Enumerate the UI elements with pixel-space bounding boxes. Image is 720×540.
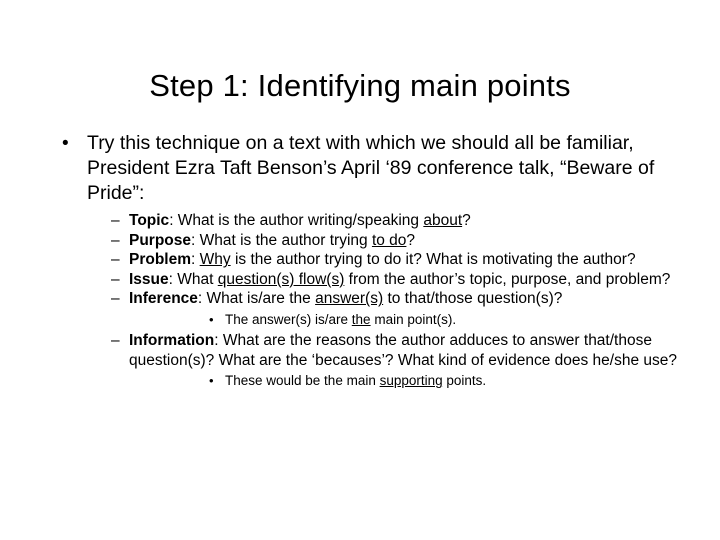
inference-emphasis: answer(s)	[315, 290, 384, 308]
inference-text-before: : What is/are the	[197, 290, 316, 308]
list-item-answer-note	[129, 311, 686, 329]
bullet-list-level1	[46, 131, 686, 390]
dash-bullet-icon: –	[111, 251, 120, 269]
list-item-topic	[87, 211, 686, 231]
dash-bullet-icon: –	[111, 212, 120, 229]
information-text: : What are the reasons the author adduces to answer that/those question(s)? What are the ‘becauses’? What kind of evidence does he/she use?	[129, 331, 677, 369]
bullet-icon: •	[62, 133, 69, 154]
answer-note-after: main point(s).	[370, 311, 457, 327]
issue-emphasis: question(s) flow(s)	[217, 270, 345, 288]
purpose-label: Purpose	[129, 231, 192, 249]
bullet-icon: •	[209, 311, 214, 327]
intro-text: Try this technique on a text with which we should all be familiar, President Ezra Taft Benson’s April ‘89 conference talk, “Beware of Pride”:	[87, 132, 655, 204]
issue-text-after: from the author’s topic, purpose, and problem?	[344, 270, 671, 288]
supporting-note-after: points.	[442, 373, 487, 389]
issue-label: Issue	[129, 270, 169, 288]
slide-body	[46, 131, 686, 392]
list-item-intro	[46, 131, 686, 390]
supporting-note-emphasis: supporting	[379, 373, 443, 389]
topic-text-before: : What is the author writing/speaking	[169, 212, 424, 229]
topic-label: Topic	[129, 212, 170, 229]
dash-bullet-icon: –	[111, 331, 120, 349]
inference-text-after: to that/those question(s)?	[383, 290, 563, 308]
page-title: Step 1: Identifying main points	[149, 68, 571, 103]
problem-emphasis: Why	[199, 251, 231, 269]
dash-bullet-icon: –	[111, 270, 120, 288]
bullet-icon: •	[209, 373, 214, 389]
bullet-list-level2	[87, 211, 686, 390]
supporting-note-before: These would be the main	[225, 373, 380, 389]
problem-text-after: is the author trying to do it? What is motivating the author?	[230, 251, 636, 269]
answer-note-emphasis: the	[351, 311, 371, 327]
dash-bullet-icon: –	[111, 231, 120, 249]
list-item-issue	[87, 270, 686, 290]
inference-label: Inference	[129, 290, 198, 308]
dash-bullet-icon: –	[111, 290, 120, 308]
bullet-list-level3	[129, 311, 686, 329]
issue-text-before: : What	[168, 270, 218, 288]
topic-emphasis: about	[423, 212, 463, 229]
problem-text-before: :	[191, 251, 200, 269]
list-item-supporting-note	[129, 372, 686, 390]
topic-text-after: ?	[462, 212, 471, 229]
purpose-emphasis: to do	[371, 231, 407, 249]
list-item-problem	[87, 250, 686, 270]
purpose-text-before: : What is the author trying	[191, 231, 372, 249]
list-item-purpose	[87, 231, 686, 251]
information-label: Information	[129, 331, 215, 349]
bullet-list-level3-supporting	[129, 372, 686, 390]
purpose-text-after: ?	[406, 231, 416, 249]
list-item-information	[87, 331, 686, 390]
list-item-inference	[87, 289, 686, 329]
answer-note-before: The answer(s) is/are	[225, 311, 352, 327]
problem-label: Problem	[129, 251, 192, 269]
